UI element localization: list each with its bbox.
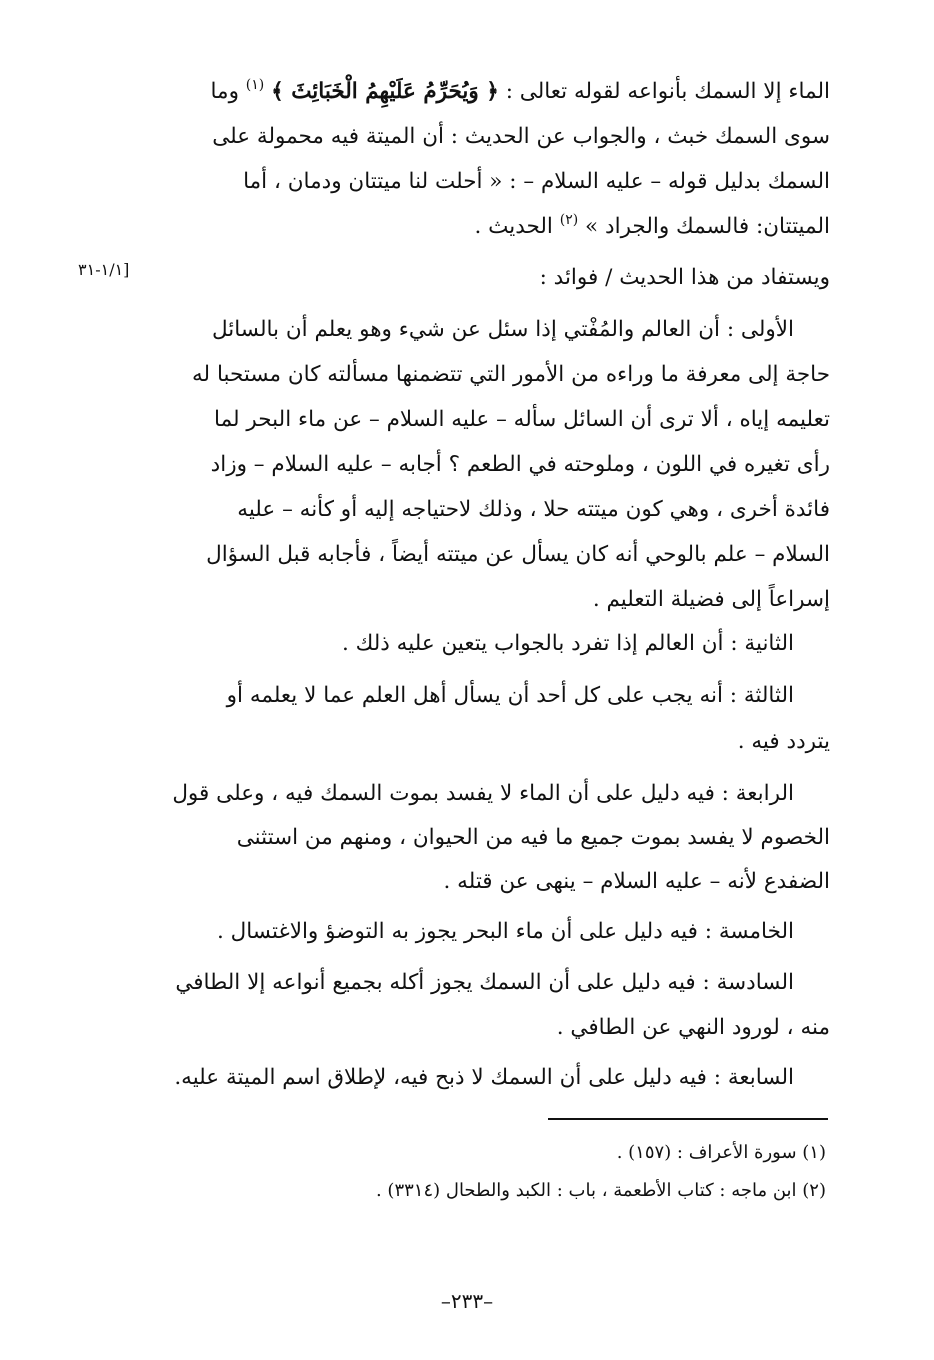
quran-verse: ﴿ وَيُحَرِّمُ عَلَيْهِمُ الْخَبَائِثَ ﴾ bbox=[271, 79, 499, 104]
text-line: الرابعة : فيه دليل على أن الماء لا يفسد بموت السمك فيه ، وعلى قول bbox=[172, 781, 794, 806]
text-line: تعليمه إياه ، ألا ترى أن السائل سأله – عليه السلام – عن ماء البحر لما bbox=[214, 407, 830, 432]
margin-reference: [١/١-٣١ bbox=[78, 260, 130, 279]
section-intro: ويستفاد من هذا الحديث / فوائد : bbox=[539, 265, 830, 290]
text-line: سوى السمك خبث ، والجواب عن الحديث : أن الميتة فيه محمولة على bbox=[212, 124, 830, 149]
text-segment: وما bbox=[210, 79, 246, 104]
text-line: السابعة : فيه دليل على أن السمك لا ذبح فيه، لإطلاق اسم الميتة عليه. bbox=[174, 1065, 794, 1090]
text-line: فائدة أخرى ، وهي كون ميتته حلا ، وذلك لاحتياجه إليه أو كأنه – عليه bbox=[237, 497, 830, 522]
text-line: الخامسة : فيه دليل على أن ماء البحر يجوز به التوضؤ والاغتسال . bbox=[216, 919, 794, 944]
footnote: (١) سورة الأعراف : (١٥٧) . bbox=[616, 1142, 826, 1163]
text-line bbox=[474, 207, 830, 247]
footnote-marker: (٢) bbox=[559, 212, 579, 228]
text-segment: الميتتان: فالسمك والجراد » bbox=[578, 214, 830, 239]
text-line: الأولى : أن العالم والمُفْتي إذا سئل عن شيء وهو يعلم أن بالسائل bbox=[211, 317, 794, 342]
footnote: (٢) ابن ماجه : كتاب الأطعمة ، باب : الكبد والطحال (٣٣١٤) . bbox=[375, 1180, 826, 1201]
text-line: الثانية : أن العالم إذا تفرد بالجواب يتعين عليه ذلك . bbox=[341, 631, 794, 656]
text-segment: الحديث . bbox=[474, 214, 560, 239]
text-line: السادسة : فيه دليل على أن السمك يجوز أكله بجميع أنواعه إلا الطافي bbox=[175, 970, 794, 995]
text-segment: الماء إلا السمك بأنواعه لقوله تعالى : bbox=[498, 79, 830, 104]
text-line: الثالثة : أنه يجب على كل أحد أن يسأل أهل العلم عما لا يعلمه أو bbox=[226, 683, 794, 708]
text-line bbox=[211, 72, 831, 112]
text-line: الضفدع لأنه – عليه السلام – ينهى عن قتله . bbox=[443, 869, 830, 894]
text-line: رأى تغيره في اللون ، وملوحته في الطعم ؟ أجابه – عليه السلام – وزاد bbox=[210, 452, 830, 477]
page-number: –٢٣٣– bbox=[440, 1289, 494, 1313]
text-line: الخصوم لا يفسد بموت جميع ما فيه من الحيوان ، ومنهم من استثنى bbox=[236, 825, 830, 850]
footnote-divider bbox=[548, 1118, 828, 1120]
footnote-marker: (١) bbox=[245, 77, 265, 93]
text-line: منه ، لورود النهي عن الطافي . bbox=[556, 1015, 830, 1040]
text-line: السمك بدليل قوله – عليه السلام – : « أحلت لنا ميتتان ودمان ، أما bbox=[243, 169, 830, 194]
text-line: يتردد فيه . bbox=[737, 729, 830, 754]
text-line: إسراعاً إلى فضيلة التعليم . bbox=[592, 587, 830, 612]
text-line: حاجة إلى معرفة ما وراءه من الأمور التي تتضمنها مسألته كان مستحبا له bbox=[192, 362, 830, 387]
text-line: السلام – علم بالوحي أنه كان يسأل عن ميتته أيضاً ، فأجابه قبل السؤال bbox=[206, 542, 830, 567]
